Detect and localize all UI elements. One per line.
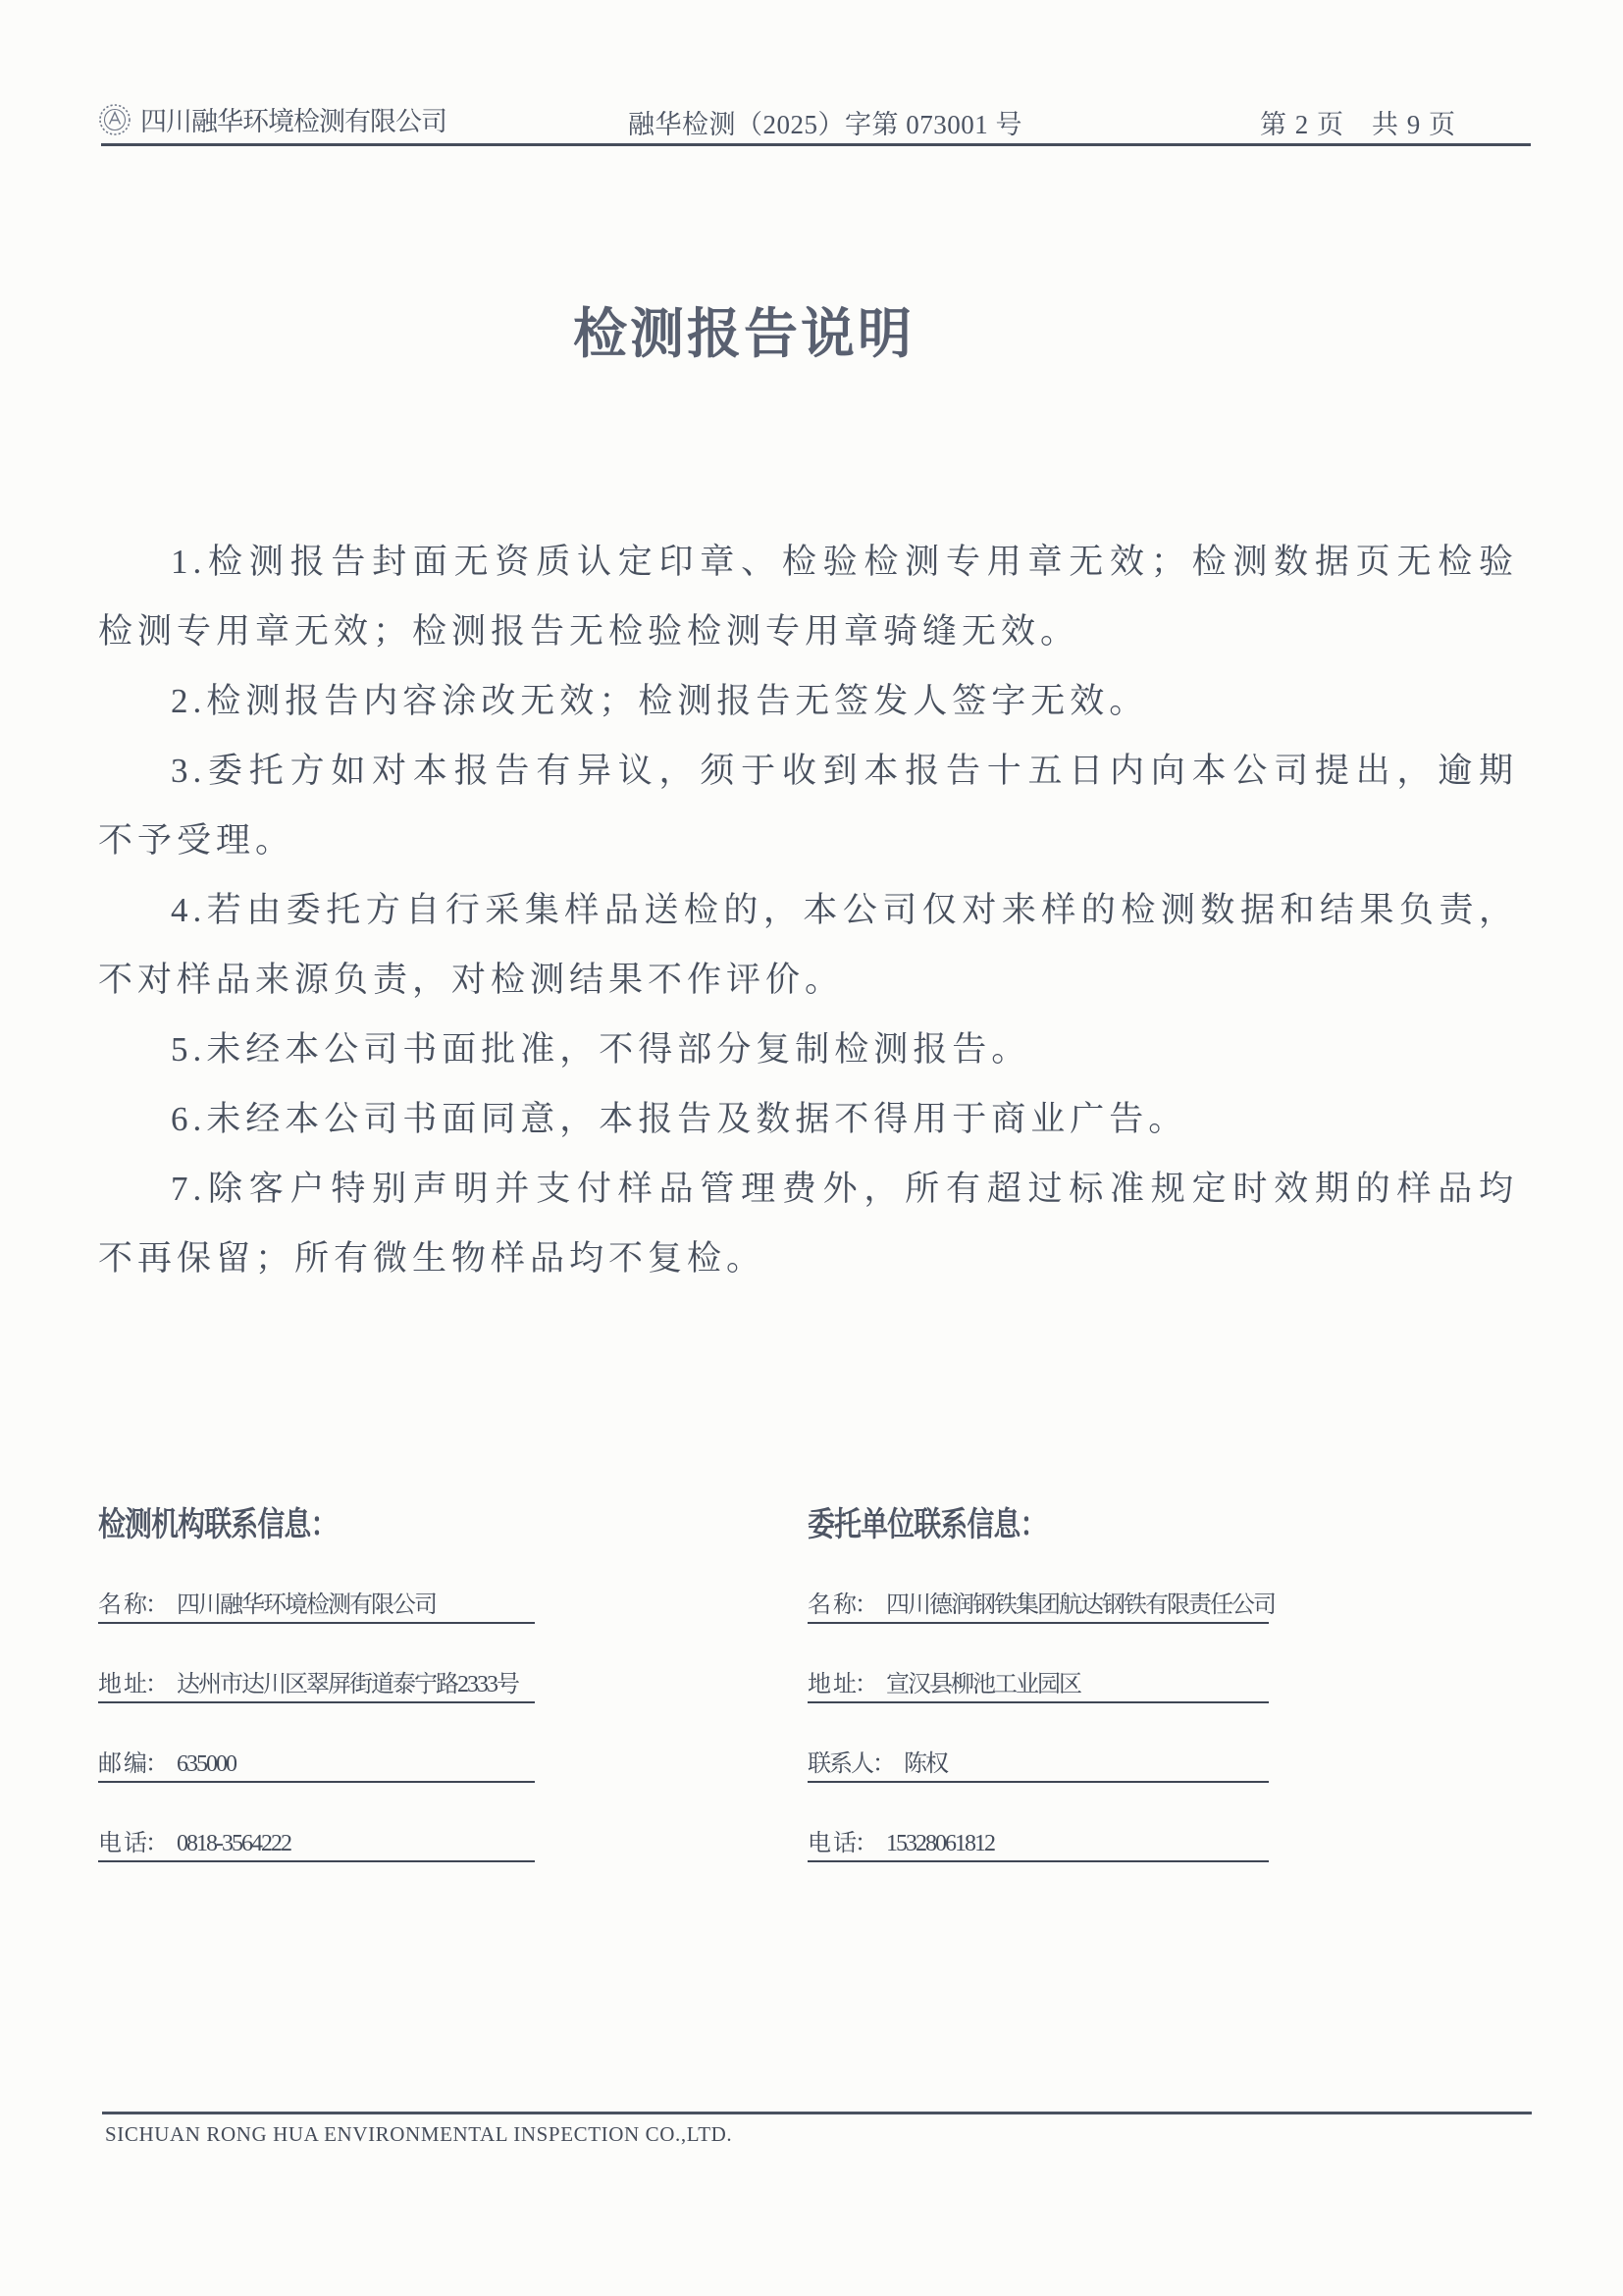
contact-value: 四川融华环境检测有限公司 xyxy=(177,1592,436,1618)
header-company-name: 四川融华环境检测有限公司 xyxy=(140,107,446,136)
note-line: 4.若由委托方自行采集样品送检的，本公司仅对来样的检测数据和结果负责， xyxy=(171,891,1518,929)
company-seal-icon xyxy=(98,103,131,136)
lab-contact-column xyxy=(98,1578,535,1896)
contact-label: 名 称： xyxy=(98,1592,167,1618)
contact-row xyxy=(808,1578,1275,1624)
contact-row xyxy=(98,1737,535,1783)
contact-value: 达州市达川区翠屏街道泰宁路2333号 xyxy=(177,1672,518,1697)
contact-value: 陈权 xyxy=(904,1751,947,1777)
contact-row xyxy=(98,1578,535,1624)
contact-label: 联系人： xyxy=(808,1751,894,1777)
note-line: 1.检测报告封面无资质认定印章、检验检测专用章无效；检测数据页无检验 xyxy=(171,543,1518,581)
contact-label: 名 称： xyxy=(808,1592,876,1618)
contact-row xyxy=(98,1816,535,1862)
contact-row xyxy=(98,1657,535,1703)
contact-row xyxy=(808,1816,1269,1862)
note-line: 3.委托方如对本报告有异议，须于收到本报告十五日内向本公司提出，逾期 xyxy=(171,752,1518,790)
notes-section xyxy=(98,527,1518,1293)
note-line: 不再保留；所有微生物样品均不复检。 xyxy=(98,1239,766,1278)
note-line: 2.检测报告内容涂改无效；检测报告无签发人签字无效。 xyxy=(171,682,1149,720)
client-contact-heading: 委托单位联系信息： xyxy=(808,1506,1047,1543)
contact-row xyxy=(808,1737,1269,1783)
note-line: 不予受理。 xyxy=(98,821,295,860)
note-line: 检测专用章无效；检测报告无检验检测专用章骑缝无效。 xyxy=(98,612,1080,651)
contact-value: 四川德润钢铁集团航达钢铁有限责任公司 xyxy=(886,1592,1275,1618)
footer-company-name-en: SICHUAN RONG HUA ENVIRONMENTAL INSPECTION CO.,LTD. xyxy=(105,2122,733,2146)
contact-value: 635000 xyxy=(177,1751,236,1777)
note-line: 7.除客户特别声明并支付样品管理费外，所有超过标准规定时效期的样品均 xyxy=(171,1170,1518,1208)
lab-contact-heading: 检测机构联系信息： xyxy=(98,1506,338,1543)
contact-value: 15328061812 xyxy=(886,1831,994,1856)
footer-rule xyxy=(102,2112,1532,2114)
contact-label: 电 话： xyxy=(98,1831,167,1856)
report-number: 融华检测（2025）字第 073001 号 xyxy=(628,110,1022,139)
note-line: 6.未经本公司书面同意，本报告及数据不得用于商业广告。 xyxy=(171,1100,1188,1138)
contact-label: 电 话： xyxy=(808,1831,876,1856)
note-line: 5.未经本公司书面批准，不得部分复制检测报告。 xyxy=(171,1030,1031,1069)
report-title: 检测报告说明 xyxy=(572,304,915,364)
note-line: 不对样品来源负责，对检测结果不作评价。 xyxy=(98,961,845,999)
contact-value: 0818-3564222 xyxy=(177,1831,290,1856)
client-contact-column xyxy=(808,1578,1275,1896)
contact-label: 地 址： xyxy=(808,1672,876,1697)
header-company xyxy=(98,100,446,138)
page-indicator: 第 2 页 共 9 页 xyxy=(1260,110,1456,139)
header-rule xyxy=(101,143,1531,146)
contact-label: 邮 编： xyxy=(98,1751,167,1777)
contact-label: 地 址： xyxy=(98,1672,167,1697)
contact-value: 宣汉县柳池工业园区 xyxy=(886,1672,1080,1697)
contact-row xyxy=(808,1657,1269,1703)
